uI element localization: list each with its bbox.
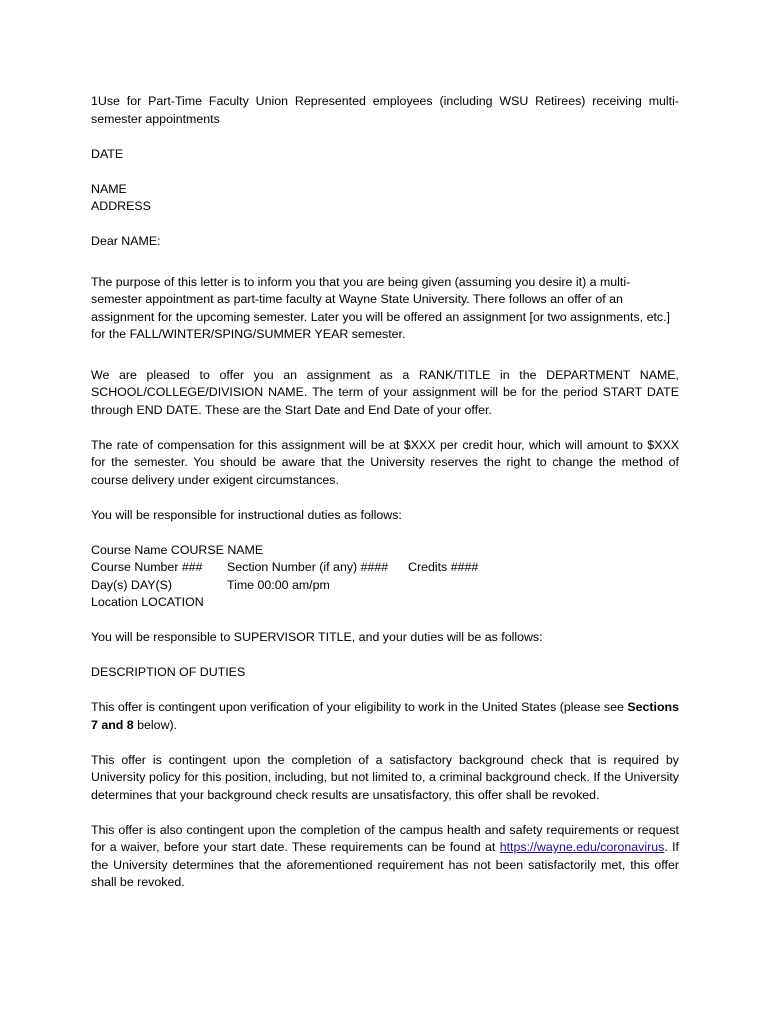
section-number: Section Number (if any) #### xyxy=(227,560,389,574)
eligibility-sections-ref: Sections 7 and 8 xyxy=(91,700,679,732)
header-note: 1Use for Part-Time Faculty Union Represented employees (including WSU Retirees) receiving multi-semester appointments xyxy=(91,94,679,126)
course-number: Course Number ### xyxy=(91,560,203,574)
health-safety-paragraph xyxy=(91,822,679,892)
name-field: NAME xyxy=(91,181,127,196)
course-days: Day(s) DAY(S) xyxy=(91,577,172,592)
course-time: Time 00:00 am/pm xyxy=(227,577,330,592)
credits: Credits #### xyxy=(408,560,479,574)
course-location: Location LOCATION xyxy=(91,595,204,609)
course-name: Course Name COURSE NAME xyxy=(91,542,264,557)
health-text-pre: This offer is also contingent upon the completion of the campus health and safety requirements or request for a waiver, before your start date. These requirements can be found at xyxy=(91,822,679,854)
eligibility-text-pre: This offer is contingent upon verification of your eligibility to work in the United States (please see xyxy=(91,700,628,714)
eligibility-paragraph xyxy=(91,699,679,734)
offer-paragraph: We are pleased to offer you an assignment as a RANK/TITLE in the DEPARTMENT NAME, SCHOOL/COLLEGE/DIVISION NAME. The term of your assignment will be for the period START DATE through END DATE. These are the Start Date and End Date of your offer. xyxy=(91,367,679,417)
address-field: ADDRESS xyxy=(91,199,151,213)
health-text-post: . If the University determines that the aforementioned requirement has not been satisfactorily met, this offer shall be revoked. xyxy=(91,840,680,889)
duties-intro: You will be responsible for instructional duties as follows: xyxy=(91,507,402,522)
letter-body xyxy=(91,93,679,892)
date-field: DATE xyxy=(91,146,124,161)
eligibility-text-post: below). xyxy=(133,717,178,732)
salutation: Dear NAME: xyxy=(91,234,161,248)
background-check-paragraph: This offer is contingent upon the completion of a satisfactory background check that is required by University policy for this position, including, but not limited to, a criminal background check. If the University determines that your background check results are unsatisfactory, this offer shall be revoked. xyxy=(91,752,679,802)
supervisor-paragraph: You will be responsible to SUPERVISOR TITLE, and your duties will be as follows: xyxy=(91,630,543,644)
duties-description: DESCRIPTION OF DUTIES xyxy=(91,665,246,679)
coronavirus-link[interactable]: https://wayne.edu/coronavirus xyxy=(499,840,665,854)
purpose-paragraph: The purpose of this letter is to inform you that you are being given (assuming you desire it) a multi-semester appointment as part-time faculty at Wayne State University. There follows an offer of an assignment for the upcoming semester. Later you will be offered an assignment [or two assignments, etc.] for the FALL/WINTER/SPING/SUMMER YEAR semester. xyxy=(91,274,670,341)
rate-paragraph: The rate of compensation for this assignment will be at $XXX per credit hour, which will amount to $XXX for the semester. You should be aware that the University reserves the right to change the method of course delivery under exigent circumstances. xyxy=(91,437,679,487)
course-block xyxy=(91,542,679,612)
course-number-row xyxy=(91,559,679,577)
course-days-row xyxy=(91,577,679,595)
